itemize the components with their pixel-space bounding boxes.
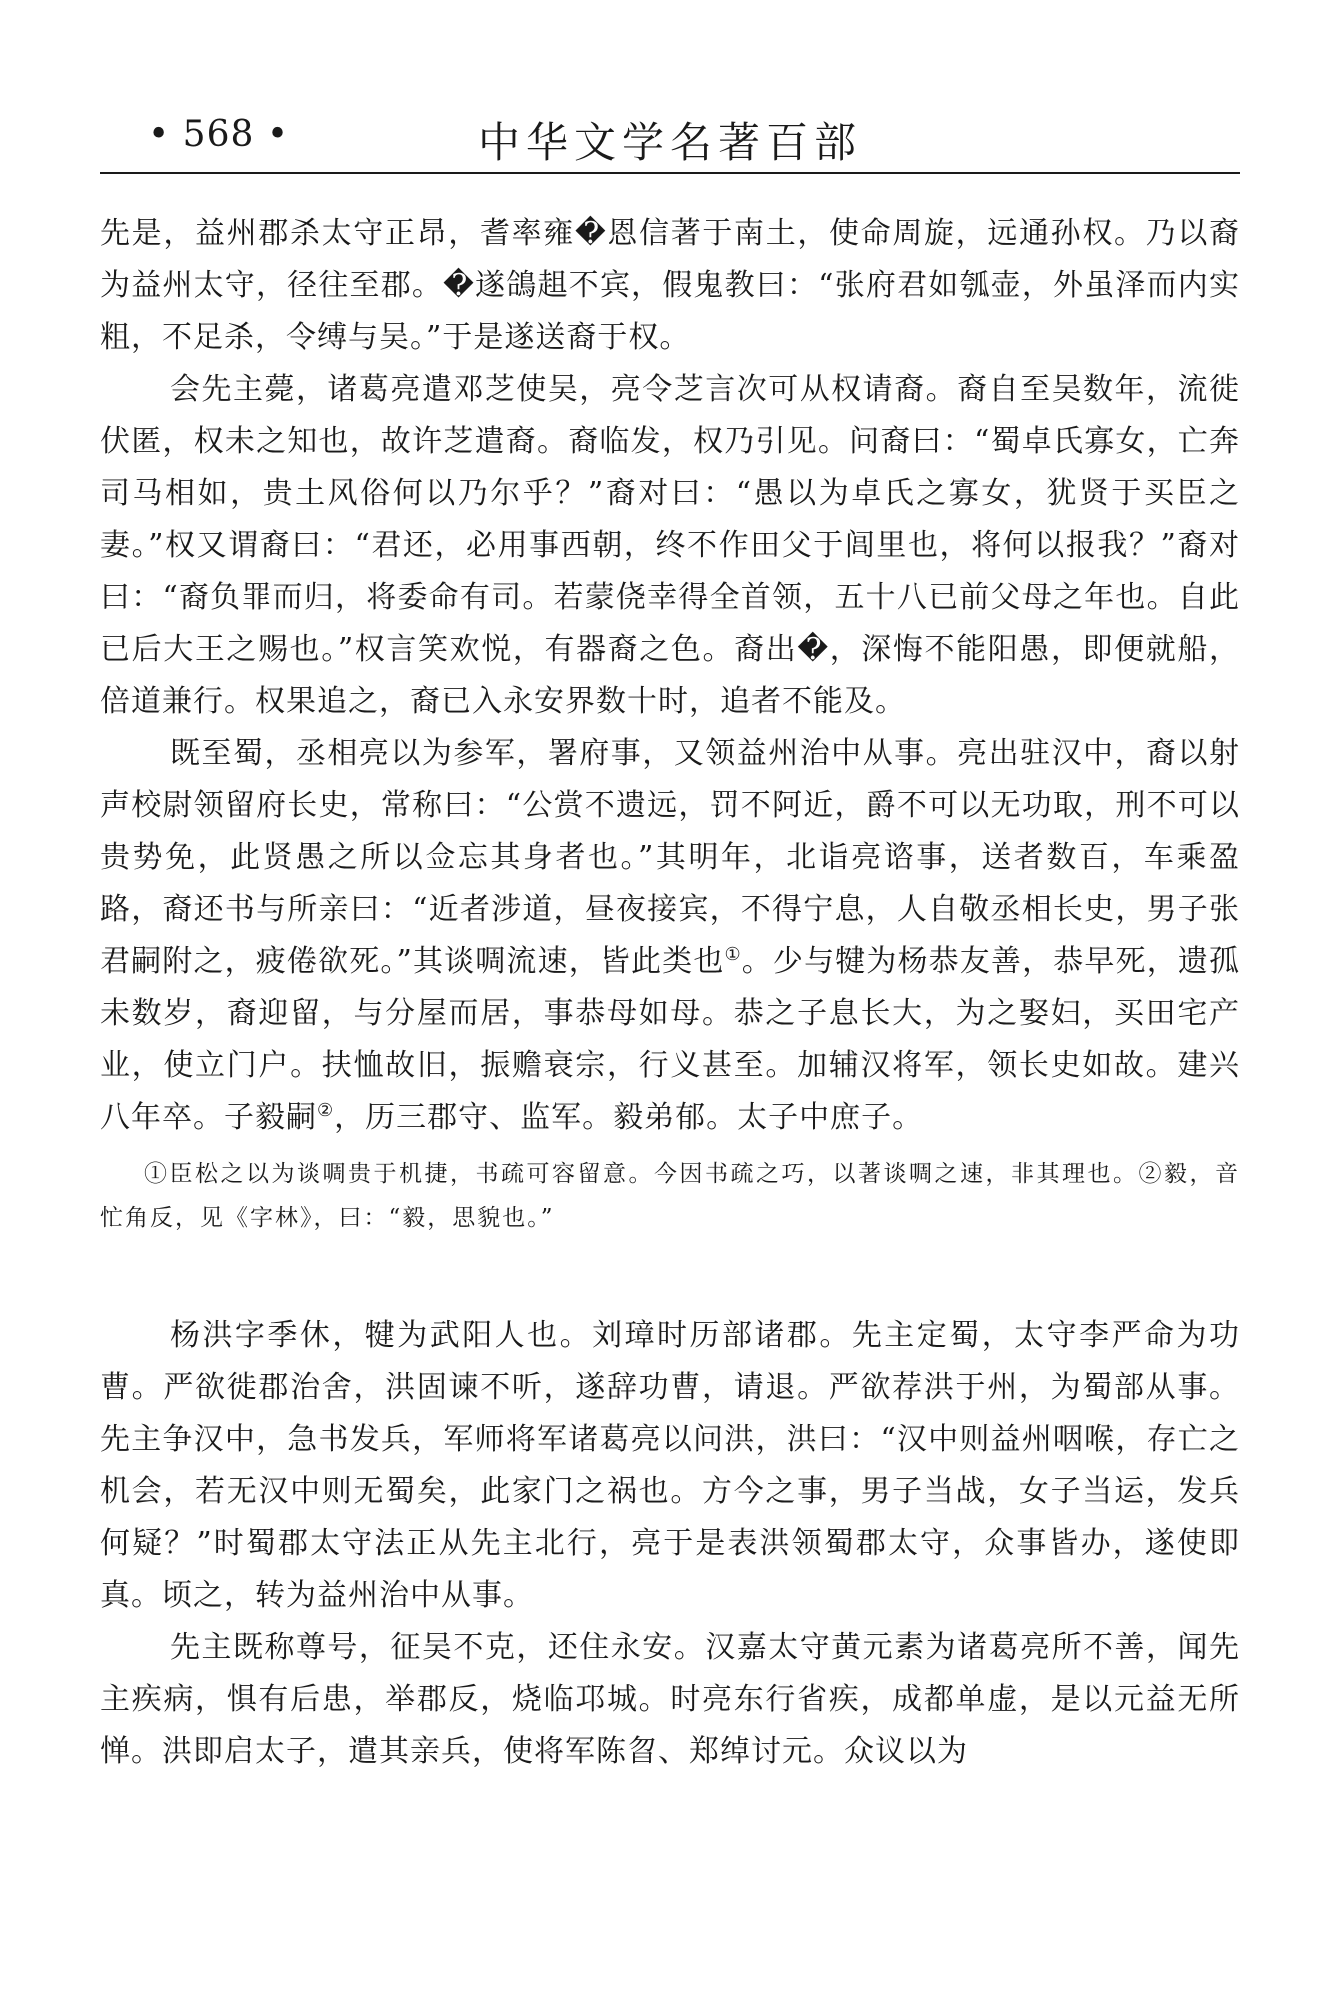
page-header — [100, 108, 1240, 168]
footnote-marker: ② — [317, 1100, 335, 1121]
section-gap — [100, 1240, 1240, 1310]
paragraph: 先是，益州郡杀太守正昂，耆率雍�恩信著于南土，使命周旋，远通孙权。乃以裔为益州太守，径往至郡。�遂鴿趄不宾，假鬼教曰：“张府君如瓠壶，外虽泽而内实粗，不足杀，令缚与吴。”于是遂送裔于权。 — [100, 216, 1240, 355]
page-number: • 568 • — [148, 114, 290, 155]
paragraph: 先主既称尊号，征吴不克，还住永安。汉嘉太守黄元素为诸葛亮所不善，闻先主疾病，惧有后患，举郡反，烧临邛城。时亮东行省疾，成都单虚，是以元益无所惮。洪即启太子，遣其亲兵，使将军陈曶、郑绰讨元。众议以为 — [100, 1630, 1240, 1769]
footnote-marker: ① — [724, 944, 742, 965]
paragraph-text: 既至蜀，丞相亮以为参军，署府事，又领益州治中从事。亮出驻汉中，裔以射声校尉领留府长史，常称曰：“公赏不遗远，罚不阿近，爵不可以无功取，刑不可以贵势免，此贤愚之所以佥忘其身者也。”其明年，北诣亮谘事，送者数百，车乘盈路，裔还书与所亲曰：“近者涉道，昼夜接宾，不得宁息，人自敬丞相长史，男子张君嗣附之，疲倦欲死。”其谈啁流速，皆此类也 — [100, 736, 1240, 979]
book-title: 中华文学名著百部 — [477, 118, 862, 167]
paragraph-text: 。少与犍为杨恭友善，恭早死，遗孤未数岁，裔迎留，与分屋而居，事恭母如母。恭之子息长大，为之娶妇，买田宅产业，使立门户。扶恤故旧，振赡衰宗，行义甚至。加辅汉将军，领长史如故。建兴八年卒。子毅嗣 — [100, 944, 1241, 1135]
annotation-note: ①臣松之以为谈啁贵于机捷，书疏可容留意。今因书疏之巧，以著谈啁之速，非其理也。②毅，音忙角反，见《字林》，曰：“毅，思貌也。” — [100, 1161, 1240, 1231]
paragraph: 会先主薨，诸葛亮遣邓芝使吴，亮令芝言次可从权请裔。裔自至吴数年，流徙伏匿，权未之知也，故许芝遣裔。裔临发，权乃引见。问裔曰：“蜀卓氏寡女，亡奔司马相如，贵土风俗何以乃尔乎？”裔对曰：“愚以为卓氏之寡女，犹贤于买臣之妻。”权又谓裔曰：“君还，必用事西朝，终不作田父于闾里也，将何以报我？”裔对曰：“裔负罪而归，将委命有司。若蒙侥幸得全首领，五十八已前父母之年也。自此已后大王之赐也。”权言笑欢悦，有器裔之色。裔出�，深悔不能阳愚，即便就船，倍道兼行。权果追之，裔已入永安界数十时，追者不能及。 — [100, 372, 1240, 719]
paragraph — [100, 728, 1240, 1144]
page-body — [100, 208, 1240, 1778]
header-rule — [100, 172, 1240, 174]
paragraph-text: ，历三郡守、监军。毅弟郁。太子中庶子。 — [334, 1100, 924, 1135]
paragraph: 杨洪字季休，犍为武阳人也。刘璋时历部诸郡。先主定蜀，太守李严命为功曹。严欲徙郡治舍，洪固谏不听，遂辞功曹，请退。严欲荐洪于州，为蜀部从事。先主争汉中，急书发兵，军师将军诸葛亮以问洪，洪曰：“汉中则益州咽喉，存亡之机会，若无汉中则无蜀矣，此家门之祸也。方今之事，男子当战，女子当运，发兵何疑？”时蜀郡太守法正从先主北行，亮于是表洪领蜀郡太守，众事皆办，遂使即真。顷之，转为益州治中从事。 — [100, 1318, 1240, 1613]
